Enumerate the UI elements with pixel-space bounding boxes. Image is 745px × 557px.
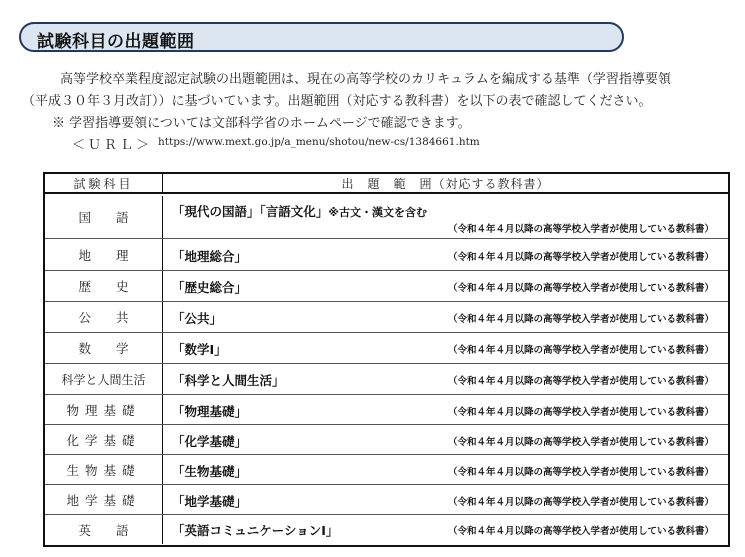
row-textbook: 「化学基礎」 [172, 434, 248, 449]
mext-url-link[interactable]: https://www.mext.go.jp/a_menu/shotou/new-cs/1384661.htm [158, 136, 480, 148]
row-textbook: 「数学Ⅰ」 [172, 342, 227, 357]
table-row [45, 485, 728, 515]
row-textbook: 「生物基礎」 [172, 464, 248, 479]
table-row [45, 239, 728, 271]
row-textbook: 「歴史総合」 [172, 280, 248, 295]
row-note: （令和４年４月以降の高等学校入学者が使用している教科書） [447, 283, 714, 294]
row-subject: 公 共 [45, 302, 163, 332]
table-row [45, 333, 728, 364]
textbook-extra: ※古文・漢文を含む [328, 206, 427, 219]
mext-note: ※ 学習指導要領については文部科学省のホームページで確認できます。 [52, 116, 471, 131]
table-row [45, 515, 728, 544]
exam-scope-table [43, 172, 730, 547]
table-row [45, 271, 728, 302]
row-subject: 地学基礎 [45, 485, 163, 514]
row-subject: 科学と人間生活 [45, 364, 163, 394]
row-note: （令和４年４月以降の高等学校入学者が使用している教科書） [447, 224, 714, 235]
row-subject: 地 理 [45, 239, 163, 270]
row-textbook [172, 202, 427, 220]
row-note: （令和４年４月以降の高等学校入学者が使用している教科書） [447, 376, 714, 387]
url-label: ＜ＵＲＬ＞ [72, 138, 153, 153]
table-row [45, 395, 728, 425]
header-subject: 試験科目 [45, 174, 163, 194]
section-title: 試験科目の出題範囲 [37, 32, 195, 52]
row-note: （令和４年４月以降の高等学校入学者が使用している教科書） [447, 497, 714, 508]
row-subject: 物理基礎 [45, 395, 163, 424]
row-textbook: 「地学基礎」 [172, 494, 248, 509]
textbook-name: 「現代の国語」「言語文化」 [172, 204, 329, 219]
row-note: （令和４年４月以降の高等学校入学者が使用している教科書） [447, 407, 714, 418]
intro-line-1: 高等学校卒業程度認定試験の出題範囲は、現在の高等学校のカリキュラムを編成する基準（学習指導要領 [60, 72, 671, 87]
table-row [45, 196, 728, 239]
row-subject: 歴 史 [45, 271, 163, 301]
row-textbook: 「物理基礎」 [172, 404, 248, 419]
row-subject: 化学基礎 [45, 425, 163, 454]
table-row [45, 425, 728, 455]
row-textbook: 「科学と人間生活」 [172, 373, 285, 388]
row-note: （令和４年４月以降の高等学校入学者が使用している教科書） [447, 437, 714, 448]
row-note: （令和４年４月以降の高等学校入学者が使用している教科書） [447, 314, 714, 325]
row-textbook: 「英語コミュニケーションⅠ」 [172, 523, 339, 538]
row-subject: 数 学 [45, 333, 163, 363]
row-subject: 英 語 [45, 515, 163, 544]
table-row [45, 364, 728, 395]
row-note: （令和４年４月以降の高等学校入学者が使用している教科書） [447, 467, 714, 478]
section-title-banner [19, 22, 624, 52]
row-note: （令和４年４月以降の高等学校入学者が使用している教科書） [447, 345, 714, 356]
row-note: （令和４年４月以降の高等学校入学者が使用している教科書） [447, 526, 714, 537]
row-subject: 国 語 [45, 196, 163, 238]
row-note: （令和４年４月以降の高等学校入学者が使用している教科書） [447, 252, 714, 263]
row-textbook: 「公共」 [172, 311, 223, 326]
row-textbook: 「地理総合」 [172, 249, 248, 264]
intro-line-2: （平成３０年３月改訂））に基づいています。出題範囲（対応する教科書）を以下の表で確認してください。 [22, 94, 652, 109]
row-subject: 生物基礎 [45, 455, 163, 484]
table-row [45, 302, 728, 333]
header-scope: 出 題 範 囲（対応する教科書） [341, 177, 550, 191]
table-row [45, 455, 728, 485]
table-header [45, 174, 728, 194]
